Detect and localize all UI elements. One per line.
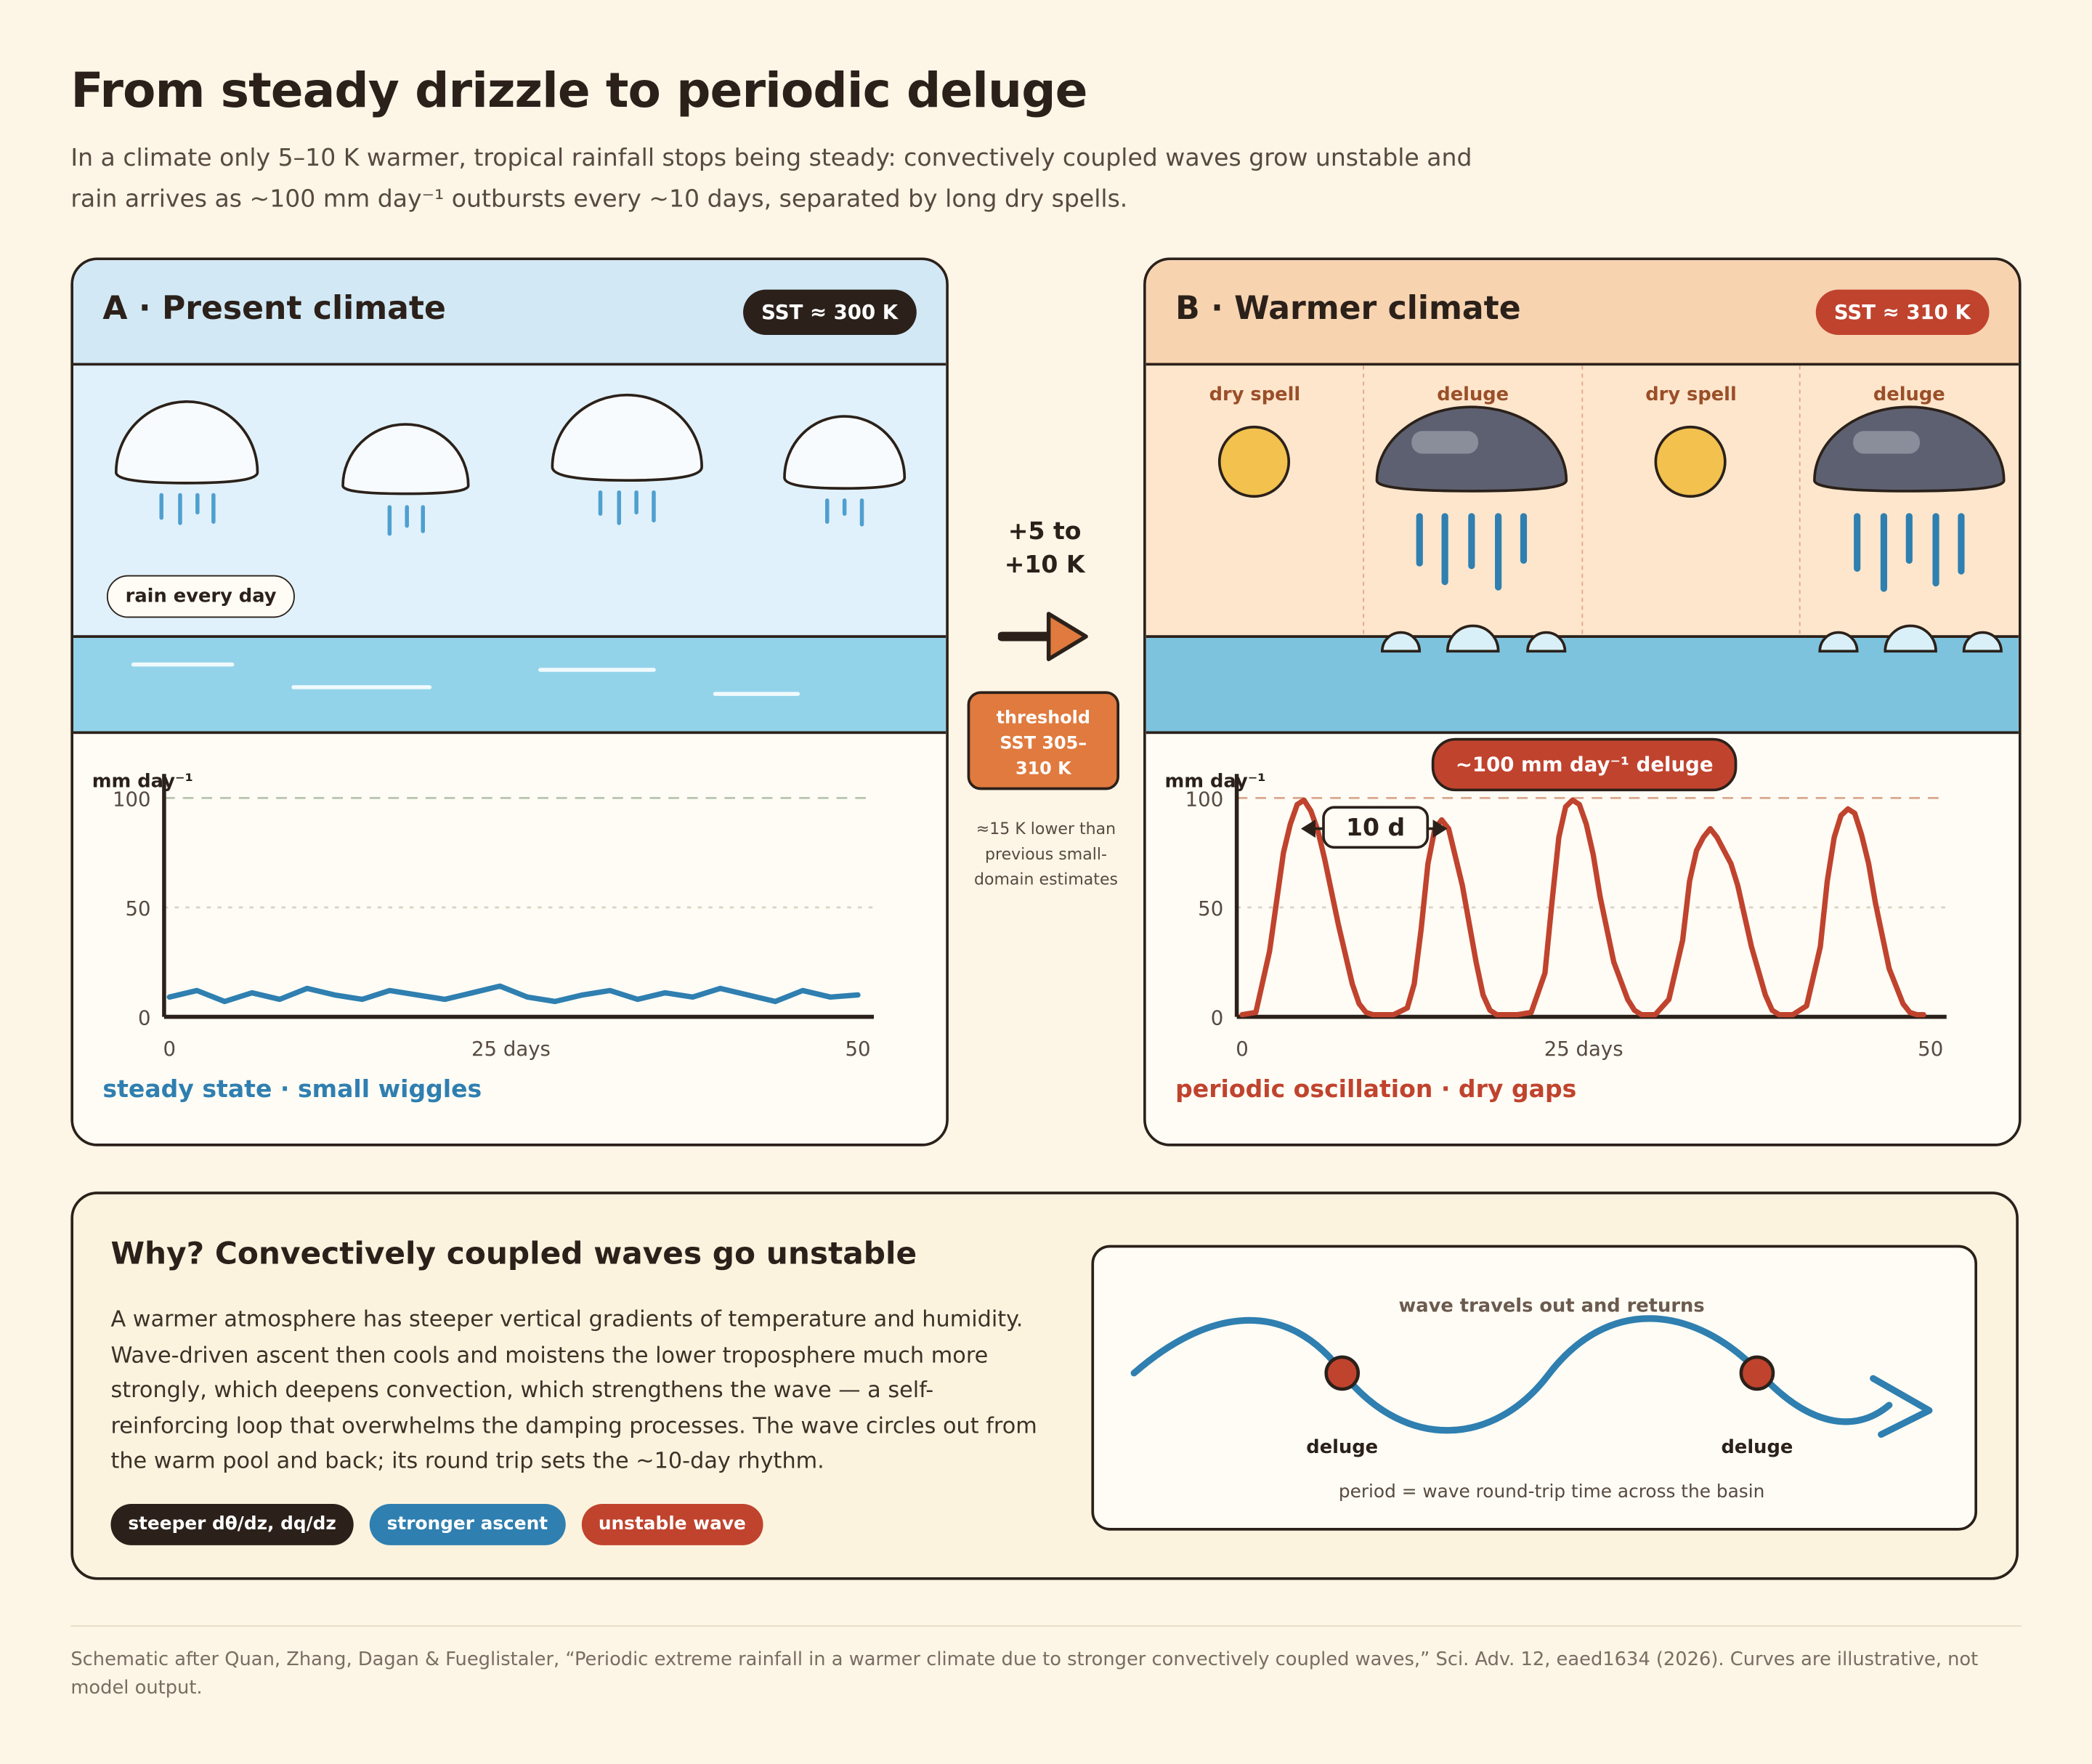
column-label-dry-1: dry spell [1209,384,1301,406]
chip-unstable: unstable wave [581,1504,763,1545]
sst-badge-warmer: SST ≈ 310 K [1815,290,1989,335]
panel-a-caption: steady state · small wiggles [102,1075,482,1104]
period-label: 10 d [1346,812,1406,841]
chip-ascent: stronger ascent [370,1504,565,1545]
deluge-marker-2 [1741,1357,1773,1389]
wave-diagram [1091,1245,1977,1531]
footer-citation: Schematic after Quan, Zhang, Dagan & Fueglistaler, “Periodic extreme rainfall in a warmer climate due to stronger convectively coupled waves,” Sci. Adv. 12, eaed1634 (2026). Curves are illustrative, not model output. [70,1649,1979,1699]
page-subtitle: In a climate only 5–10 K warmer, tropical rainfall stops being steady: convectively coupled waves grow unstable and rain arrives as ~100 mm day⁻¹ outbursts every ~10 days, separated by long dry spells. [70,144,1472,214]
panel-a-title: A · Present climate [102,289,446,327]
threshold-line-2: SST 305– [1000,734,1087,754]
warming-line-1: +5 to [1008,517,1082,546]
threshold-line-1: threshold [996,708,1090,729]
y-axis-unit: mm day⁻¹ [1164,771,1266,793]
why-section [70,1191,2019,1579]
x-tick-50: 50 [1918,1037,1944,1061]
y-tick-100: 100 [1185,788,1224,812]
threshold-line-3: 310 K [1015,759,1071,780]
panel-b-header [1146,260,2019,365]
panel-a-header [73,260,946,365]
panel-b-scene [1146,365,2019,731]
column-label-dry-2: dry spell [1645,384,1737,406]
sst-badge-present: SST ≈ 300 K [742,290,916,335]
chip-row [110,1504,763,1545]
wave-line [1134,1319,1889,1431]
x-tick-0: 0 [163,1037,177,1061]
threshold-box [968,691,1119,790]
warmer-rain-chart [1146,732,2019,1146]
y-tick-0: 0 [138,1006,151,1030]
arrow-right-icon [998,607,1094,666]
panel-b-caption: periodic oscillation · dry gaps [1175,1075,1577,1104]
page-title: From steady drizzle to periodic deluge [70,64,1087,119]
present-rain-chart [73,732,946,1146]
x-tick-0: 0 [1236,1037,1249,1061]
wave-caption: period = wave round-trip time across the basin [1338,1481,1765,1503]
rain-every-day-tag: rain every day [107,575,295,618]
footer-divider [70,1625,2021,1627]
present-rain-series [169,986,858,1001]
warming-label [981,515,1108,582]
y-tick-0: 0 [1210,1006,1224,1030]
x-tick-50: 50 [845,1037,871,1061]
wave-arrowhead-icon [1873,1378,1929,1434]
warming-line-2: +10 K [1004,551,1085,580]
why-body: A warmer atmosphere has steeper vertical gradients of temperature and humidity. Wave-driven ascent then cools and moistens the lower troposphere much more strongly, which deepens convection, which strengthens the wave — a self-reinforcing loop that overwhelms the damping processes. The wave circles out from the warm pool and back; its round trip sets the ~10-day rhythm. [110,1306,1037,1473]
why-title: Why? Convectively coupled waves go unstable [110,1237,917,1272]
x-tick-25: 25 days [471,1037,551,1061]
panel-warmer-climate [1143,257,2022,1146]
sun-icon [1220,427,1289,497]
chip-gradients: steeper dθ/dz, dq/dz [110,1504,353,1545]
y-axis-unit: mm day⁻¹ [92,771,193,793]
threshold-note: ≈15 K lower than previous small-domain estimates [973,819,1118,889]
panel-present-climate [70,257,949,1146]
x-tick-25: 25 days [1544,1037,1623,1061]
y-tick-50: 50 [1198,897,1224,921]
wave-marker-label-1: deluge [1306,1437,1379,1459]
wave-title: wave travels out and returns [1398,1295,1705,1317]
deluge-tag: ~100 mm day⁻¹ deluge [1432,738,1738,791]
y-tick-50: 50 [125,897,151,921]
panel-a-scene [73,365,946,731]
deluge-marker-1 [1326,1357,1358,1389]
column-label-deluge-2: deluge [1873,384,1945,406]
wave-marker-label-2: deluge [1721,1437,1793,1459]
column-label-deluge-1: deluge [1437,384,1509,406]
y-tick-100: 100 [112,788,151,812]
sun-icon [1655,427,1725,497]
panel-b-title: B · Warmer climate [1175,289,1521,327]
